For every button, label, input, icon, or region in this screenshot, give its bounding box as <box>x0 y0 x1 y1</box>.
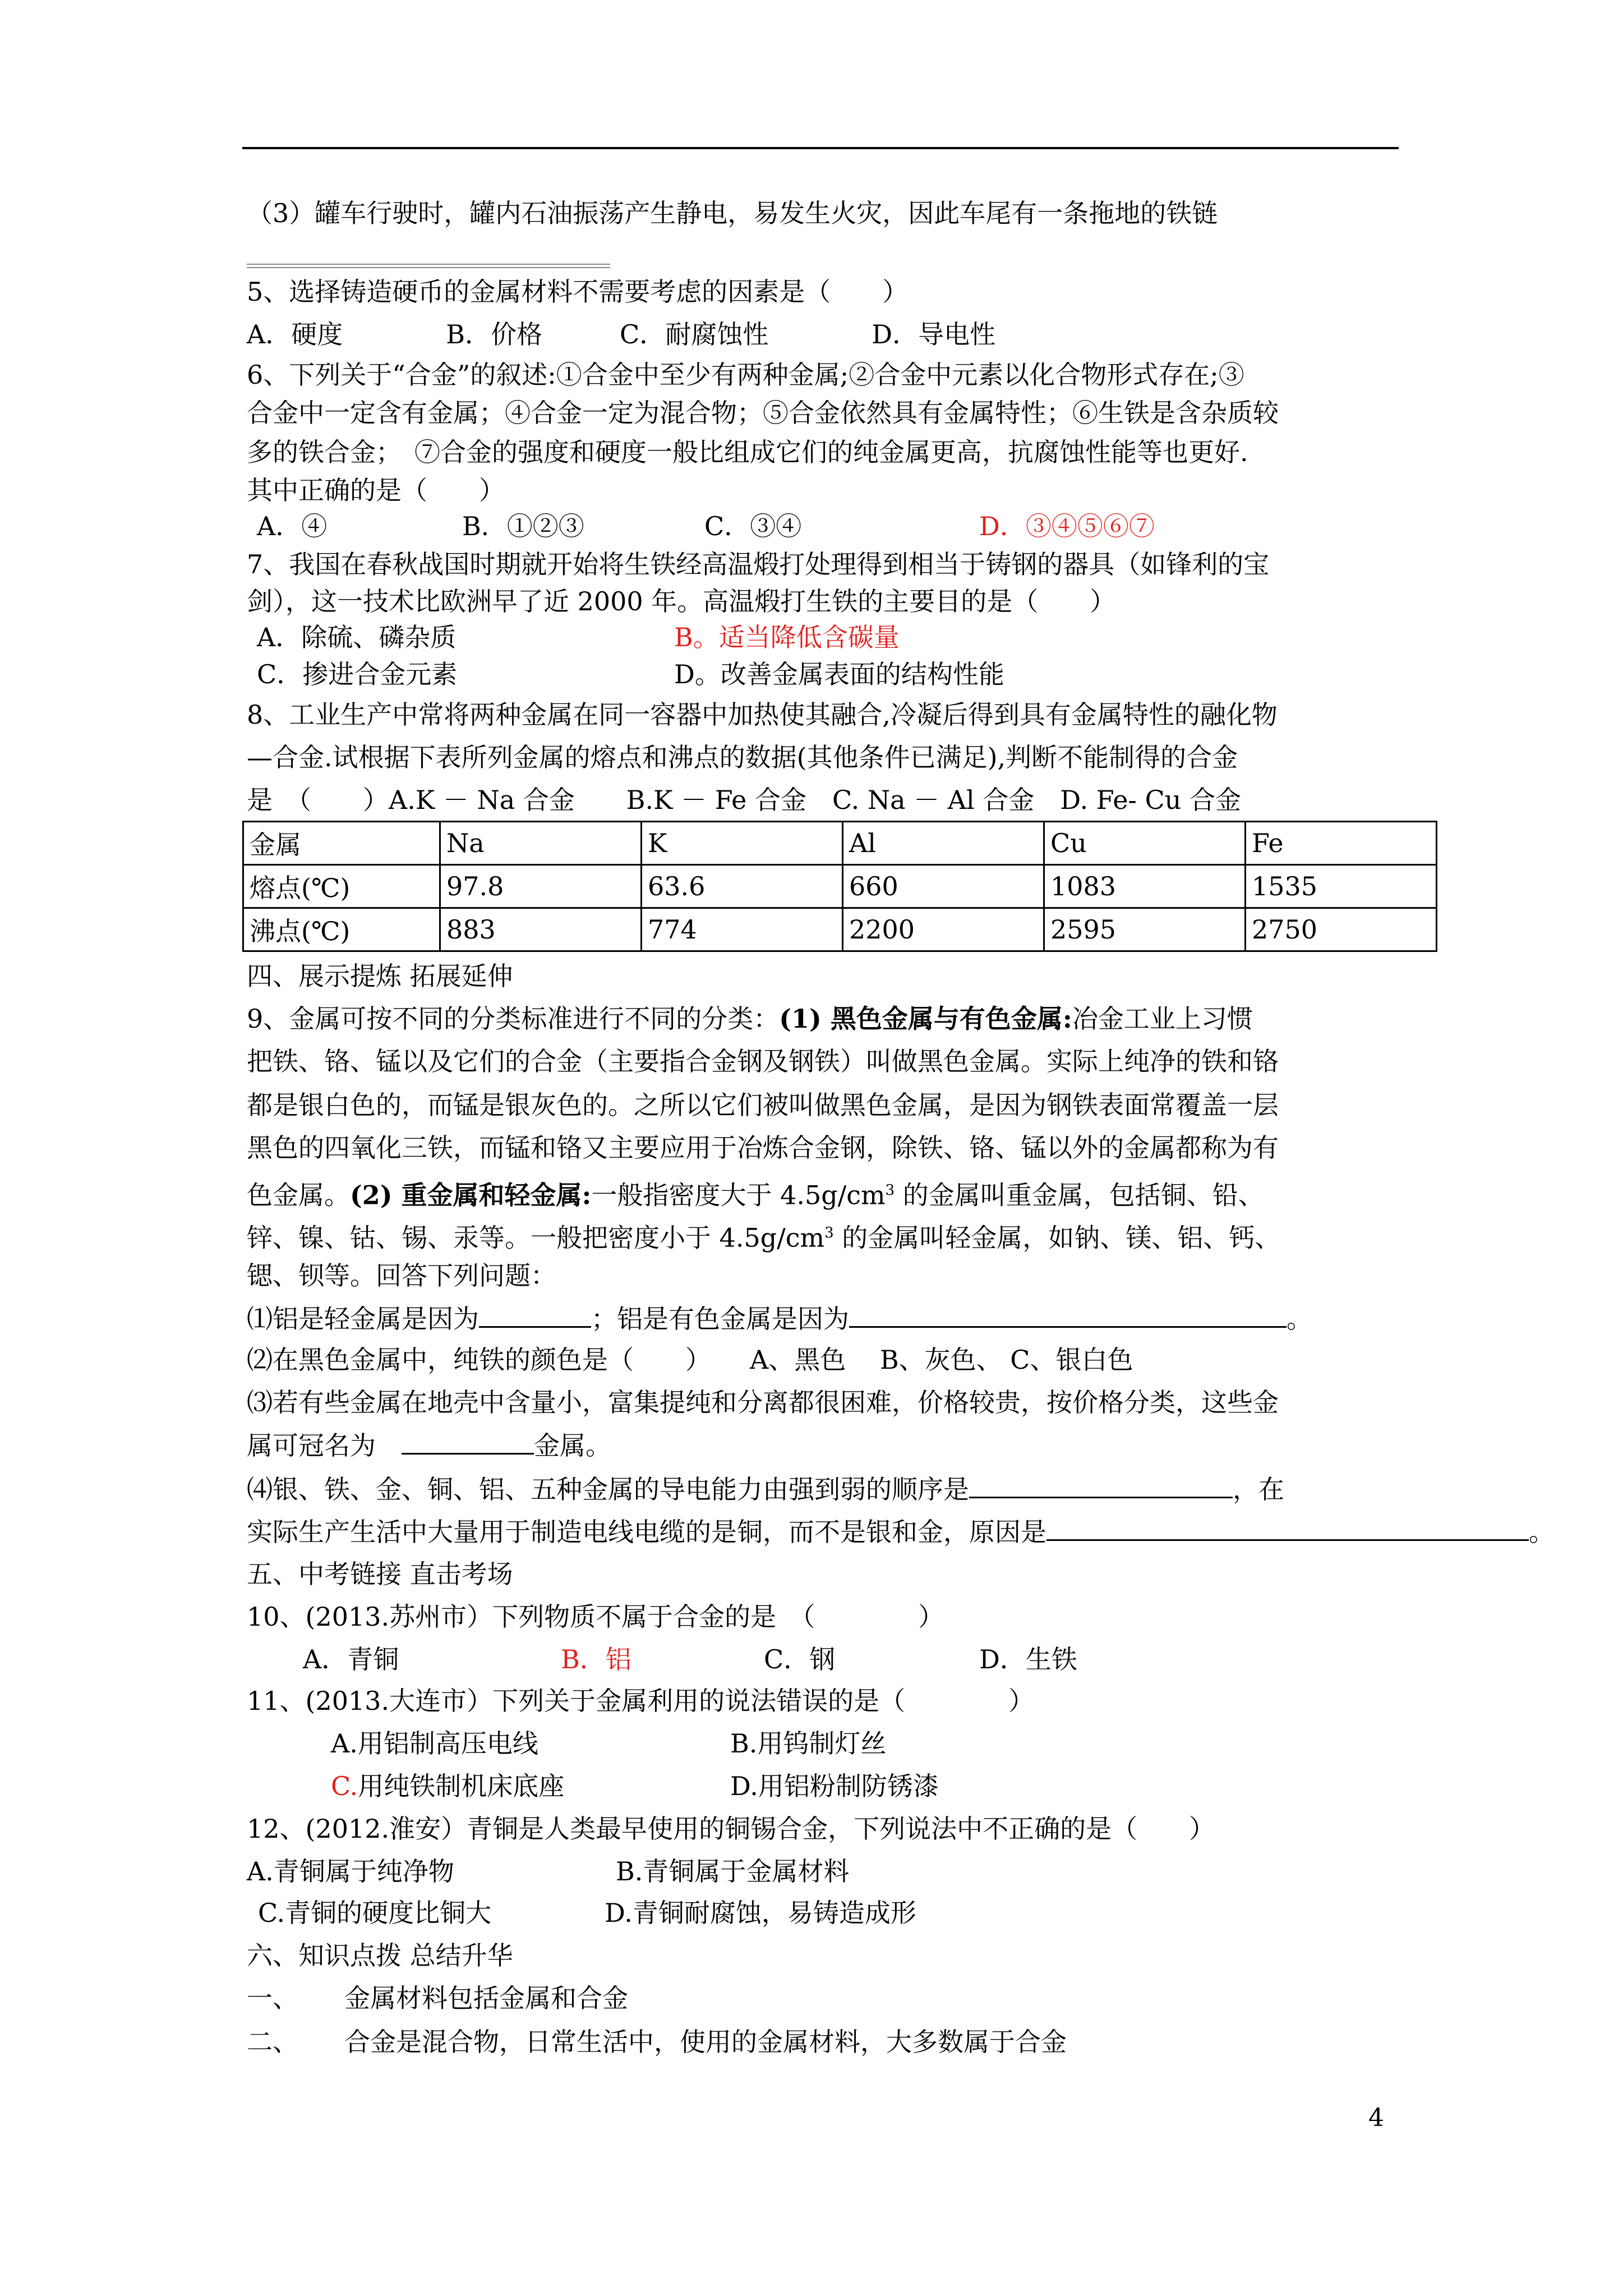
q7-option-a: A．除硫、磷杂质 <box>257 622 457 652</box>
q9-sub4-line2 <box>247 1515 1555 1549</box>
page-number: 4 <box>1368 2104 1384 2132</box>
q6-line4: 其中正确的是（ ） <box>247 475 505 505</box>
q12-stem: 12、(2012.淮安）青铜是人类最早使用的铜锡合金，下列说法中不正确的是（ ） <box>247 1814 1215 1844</box>
q9-text: 金属。 <box>534 1430 611 1461</box>
q9-text: 实际生产生活中大量用于制造电线电缆的是铜，而不是银和金，原因是 <box>247 1517 1046 1547</box>
answer-blank[interactable] <box>849 1301 1287 1328</box>
section-heading-6: 六、知识点拨 总结升华 <box>247 1940 513 1971</box>
summary-point-2: 合金是混合物，日常生活中，使用的金属材料，大多数属于合金 <box>344 2027 1067 2057</box>
q9-text: ⑴铝是轻金属是因为 <box>247 1304 479 1334</box>
q9-text: 一般指密度大于 4.5g/cm <box>591 1180 886 1211</box>
table-cell: 660 <box>843 865 1044 908</box>
q7-option-d: D。改善金属表面的结构性能 <box>674 659 1004 689</box>
q7-option-b-answer: B。适当降低含碳量 <box>674 622 900 652</box>
q7-option-c: C．掺进合金元素 <box>257 659 458 689</box>
q5-options: A．硬度 B．价格 C．耐腐蚀性 D．导电性 <box>247 319 996 349</box>
answer-blank[interactable] <box>969 1472 1233 1498</box>
q6-line3: 多的铁合金； ⑦合金的强度和硬度一般比组成它们的纯金属更高，抗腐蚀性能等也更好. <box>247 437 1248 467</box>
table-cell: 2595 <box>1044 908 1246 951</box>
answer-underline <box>247 264 610 265</box>
q9-sub4-line1 <box>247 1472 1284 1506</box>
q9-line4: 黑色的四氧化三铁，而锰和铬又主要应用于冶炼合金钢，除铁、铬、锰以外的金属都称为有 <box>247 1133 1279 1163</box>
table-cell: 883 <box>440 908 642 951</box>
header-rule <box>242 147 1399 149</box>
q6-option-c: C．③④ <box>704 511 802 541</box>
q11-answer-letter: C. <box>331 1771 358 1801</box>
table-cell: Al <box>843 822 1044 865</box>
q9-bold-heading: (1) 黑色金属与有色金属: <box>779 1004 1072 1034</box>
table-cell: 沸点(℃) <box>243 908 440 951</box>
q6-line2: 合金中一定含有金属；④合金一定为混合物；⑤合金依然具有金属特性；⑥生铁是含杂质较 <box>247 398 1279 428</box>
table-row <box>243 908 1437 951</box>
table-cell: 1083 <box>1044 865 1246 908</box>
q9-sub3-line1: ⑶若有些金属在地壳中含量小，富集提纯和分离都很困难，价格较贵，按价格分类，这些金 <box>247 1387 1279 1418</box>
q9-text: 。 <box>1529 1517 1555 1547</box>
q6-option-a: A．④ <box>257 511 328 541</box>
q9-line7: 锶、钡等。回答下列问题： <box>247 1260 556 1291</box>
q9-line2: 把铁、铬、锰以及它们的合金（主要指合金钢及钢铁）叫做黑色金属。实际上纯净的铁和铬 <box>247 1046 1279 1076</box>
q9-line5 <box>247 1174 1264 1212</box>
superscript: 3 <box>824 1225 834 1241</box>
q9-sub2: ⑵在黑色金属中，纯铁的颜色是（ ） A、黑色 B、灰色、 C、银白色 <box>247 1345 1133 1375</box>
q9-text: 冶金工业上习惯 <box>1072 1004 1253 1034</box>
q3-text: （3）罐车行驶时，罐内石油振荡产生静电，易发生火灾，因此车尾有一条拖地的铁链 <box>247 198 1218 228</box>
metal-properties-table <box>242 821 1437 952</box>
q10-option-c: C．钢 <box>764 1644 836 1674</box>
table-cell: 熔点(℃) <box>243 865 440 908</box>
q7-line2: 剑），这一技术比欧洲早了近 2000 年。高温煅打生铁的主要目的是（ ） <box>247 586 1116 616</box>
q12-option-c: C.青铜的硬度比铜大 <box>258 1898 492 1928</box>
q8-line3: 是 （ ）A.K － Na 合金 B.K － Fe 合金 C. Na － Al 合金 D. Fe- Cu 合金 <box>247 785 1242 815</box>
q9-text: 9、金属可按不同的分类标准进行不同的分类： <box>247 1004 780 1034</box>
answer-underline-second <box>247 267 610 268</box>
q9-text: ，在 <box>1233 1474 1284 1504</box>
q9-line1 <box>247 1002 1253 1036</box>
q9-sub1 <box>247 1301 1312 1336</box>
answer-blank[interactable] <box>479 1301 591 1328</box>
table-row <box>243 865 1437 908</box>
table-cell: 2750 <box>1246 908 1437 951</box>
section-heading-5: 五、中考链接 直击考场 <box>247 1559 513 1589</box>
table-cell: Fe <box>1246 822 1437 865</box>
table-cell: K <box>642 822 843 865</box>
table-cell: 63.6 <box>642 865 843 908</box>
q11-option-a: A.用铝制高压电线 <box>331 1728 538 1759</box>
q11-option-d: D.用铝粉制防锈漆 <box>730 1771 939 1801</box>
q6-option-b: B．①②③ <box>462 511 584 541</box>
q10-stem: 10、(2013.苏州市）下列物质不属于合金的是 （ ） <box>247 1602 944 1632</box>
table-cell: Cu <box>1044 822 1246 865</box>
q9-line3: 都是银白色的，而锰是银灰色的。之所以它们被叫做黑色金属，是因为钢铁表面常覆盖一层 <box>247 1090 1279 1120</box>
table-cell: Na <box>440 822 642 865</box>
q9-sub3-line2 <box>247 1428 611 1462</box>
table-cell: 1535 <box>1246 865 1437 908</box>
q12-option-d: D.青铜耐腐蚀，易铸造成形 <box>605 1898 916 1928</box>
q9-bold-heading: (2) 重金属和轻金属: <box>350 1180 592 1211</box>
answer-blank[interactable] <box>1046 1515 1529 1541</box>
q8-line1: 8、工业生产中常将两种金属在同一容器中加热使其融合,冷凝后得到具有金属特性的融化物 <box>247 700 1278 730</box>
q11-option-c-text: 用纯铁制机床底座 <box>358 1771 565 1801</box>
q9-text: 锌、镍、钴、锡、汞等。一般把密度小于 4.5g/cm <box>247 1222 825 1253</box>
q9-line6 <box>247 1216 1280 1254</box>
q12-option-a: A.青铜属于纯净物 <box>247 1856 454 1887</box>
q10-option-b-answer: B．铝 <box>561 1644 631 1674</box>
q11-stem: 11、(2013.大连市）下列关于金属利用的说法错误的是（ ） <box>247 1686 1035 1716</box>
q9-text: ；铝是有色金属是因为 <box>591 1304 849 1334</box>
table-row <box>243 822 1437 865</box>
table-cell: 金属 <box>243 822 440 865</box>
answer-blank[interactable] <box>402 1428 534 1455</box>
q7-line1: 7、我国在春秋战国时期就开始将生铁经高温煅打处理得到相当于铸钢的器具（如锋利的宝 <box>247 549 1270 579</box>
q10-option-a: A．青铜 <box>303 1644 399 1674</box>
q5-stem: 5、选择铸造硬币的金属材料不需要考虑的因素是（ ） <box>247 277 909 307</box>
summary-number-1: 一、 <box>247 1983 298 2013</box>
table-cell: 2200 <box>843 908 1044 951</box>
section-heading-4: 四、展示提炼 拓展延伸 <box>247 961 513 991</box>
q9-text: 的金属叫重金属，包括铜、铅、 <box>895 1180 1264 1211</box>
q6-line1: 6、下列关于“合金”的叙述:①合金中至少有两种金属;②合金中元素以化合物形式存在;③ <box>247 360 1244 390</box>
q10-option-d: D．生铁 <box>979 1644 1077 1674</box>
table-cell: 774 <box>642 908 843 951</box>
q9-text: ⑷银、铁、金、铜、铝、五种金属的导电能力由强到弱的顺序是 <box>247 1474 969 1504</box>
q11-option-c <box>331 1769 564 1803</box>
q11-option-b: B.用钨制灯丝 <box>730 1728 887 1759</box>
q9-text: 的金属叫轻金属，如钠、镁、铝、钙、 <box>833 1222 1281 1253</box>
q12-option-b: B.青铜属于金属材料 <box>616 1856 850 1887</box>
summary-number-2: 二、 <box>247 2027 298 2057</box>
q6-option-d-answer: D．③④⑤⑥⑦ <box>979 511 1155 541</box>
q9-text: 色金属。 <box>247 1180 350 1211</box>
q8-line2: —合金.试根据下表所列金属的熔点和沸点的数据(其他条件已满足),判断不能制得的合金 <box>247 742 1238 772</box>
q9-text: 属可冠名为 <box>247 1430 402 1461</box>
table-cell: 97.8 <box>440 865 642 908</box>
superscript: 3 <box>885 1182 895 1199</box>
summary-point-1: 金属材料包括金属和合金 <box>344 1983 628 2013</box>
q9-text: 。 <box>1287 1304 1312 1334</box>
